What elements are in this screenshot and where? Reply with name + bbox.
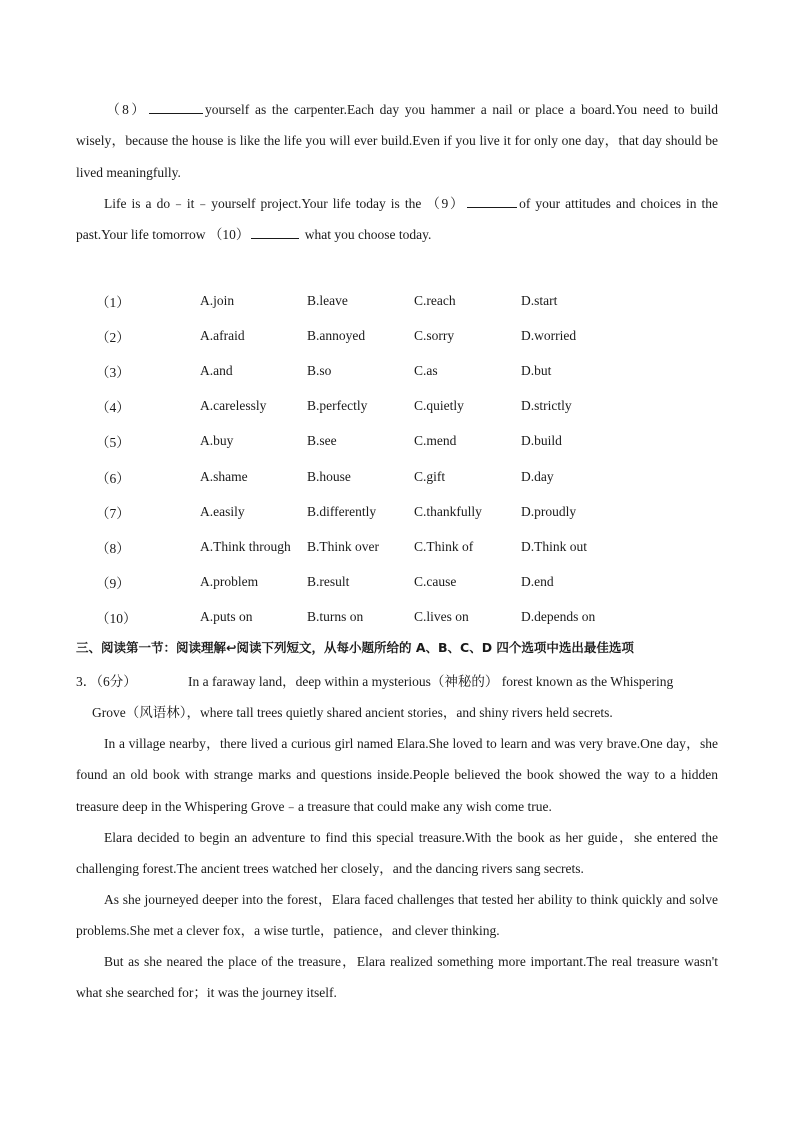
question-3-first-line: 3．（6分） In a faraway land，deep within a mysterious（神秘的） forest known as the Whispering xyxy=(76,666,718,697)
option-row xyxy=(96,318,736,353)
story-paragraph-1: In a village nearby，there lived a curious girl named Elara.She loved to learn and was very brave.One day，she found an old book with strange marks and questions inside.People believed the book showed the way to a hidden treasure deep in the Whispering Grove﹣a treasure that could make any wish come true. xyxy=(76,736,718,814)
option-b: B.perfectly xyxy=(307,398,368,414)
option-number: （7） xyxy=(96,505,130,521)
option-a: A.easily xyxy=(200,503,245,519)
option-a: A.Think through xyxy=(200,538,291,554)
answer-blank-10 xyxy=(251,224,299,239)
option-d: D.start xyxy=(521,292,558,308)
option-b: B.result xyxy=(307,574,350,590)
option-number: （6） xyxy=(96,470,130,486)
question-number: 3．（6分） xyxy=(76,674,137,689)
option-a: A.afraid xyxy=(200,327,245,343)
question-3-second-line: Grove（风语林），where tall trees quietly shared ancient stories，and shiny rivers held secrets. xyxy=(92,705,613,721)
option-d: D.depends on xyxy=(521,609,596,625)
option-number: （1） xyxy=(96,294,130,310)
story-paragraph-2: Elara decided to begin an adventure to find this special treasure.With the book as her guide，she entered the challenging forest.The ancient trees watched her closely，and the dancing rivers sang secrets. xyxy=(76,830,718,877)
option-d: D.Think out xyxy=(521,538,587,554)
option-c: C.lives on xyxy=(414,609,469,625)
option-row xyxy=(96,529,736,564)
option-b: B.turns on xyxy=(307,609,364,625)
option-c: C.mend xyxy=(414,433,457,449)
option-row xyxy=(96,600,736,635)
option-row xyxy=(96,353,736,388)
option-a: A.shame xyxy=(200,468,248,484)
option-row xyxy=(96,459,736,494)
option-row xyxy=(96,424,736,459)
option-d: D.proudly xyxy=(521,503,577,519)
option-number: （5） xyxy=(96,435,130,451)
option-a: A.carelessly xyxy=(200,398,267,414)
option-number: （8） xyxy=(96,540,130,556)
option-c: C.gift xyxy=(414,468,446,484)
option-number: （2） xyxy=(96,329,130,345)
option-c: C.cause xyxy=(414,574,457,590)
option-d: D.strictly xyxy=(521,398,572,414)
option-b: B.leave xyxy=(307,292,348,308)
option-a: A.puts on xyxy=(200,609,253,625)
option-b: B.see xyxy=(307,433,337,449)
option-c: C.sorry xyxy=(414,327,455,343)
option-d: D.end xyxy=(521,574,554,590)
option-b: B.annoyed xyxy=(307,327,366,343)
option-d: D.build xyxy=(521,433,562,449)
option-c: C.as xyxy=(414,362,438,378)
option-row xyxy=(96,283,736,318)
option-row xyxy=(96,565,736,600)
option-d: D.but xyxy=(521,362,552,378)
option-c: C.Think of xyxy=(414,538,474,554)
option-row xyxy=(96,389,736,424)
option-b: B.Think over xyxy=(307,538,379,554)
option-number: （4） xyxy=(96,400,130,416)
story-paragraph-3: As she journeyed deeper into the forest，Elara faced challenges that tested her ability to think quickly and solve problems.She met a clever fox，a wise turtle，patience，and clever thinking. xyxy=(76,892,718,939)
option-number: （9） xyxy=(96,576,130,592)
passage-paragraph-2: Life is a do﹣it﹣yourself project.Your life today is the （9） of your attitudes and choices in the past.Your life tomorrow （10） what you choose today. xyxy=(76,188,718,251)
option-a: A.buy xyxy=(200,433,234,449)
option-d: D.day xyxy=(521,468,554,484)
answer-blank-9 xyxy=(467,193,517,208)
option-a: A.join xyxy=(200,292,235,308)
option-c: C.thankfully xyxy=(414,503,482,519)
option-number: （10） xyxy=(96,611,137,627)
answer-blank-8 xyxy=(149,99,203,114)
option-c: C.quietly xyxy=(414,398,464,414)
option-b: B.house xyxy=(307,468,351,484)
option-b: B.so xyxy=(307,362,332,378)
option-number: （3） xyxy=(96,364,130,380)
blank-number-10: （10） xyxy=(208,227,250,243)
passage-paragraph-1: （8） yourself as the carpenter.Each day you hammer a nail or place a board.You need to build wisely，because the house is like the life you will ever build.Even if you live it for only one day，that day should be lived meaningfully. xyxy=(76,94,718,188)
option-d: D.worried xyxy=(521,327,577,343)
option-a: A.problem xyxy=(200,574,259,590)
option-b: B.differently xyxy=(307,503,377,519)
story-paragraph-4: But as she neared the place of the treasure，Elara realized something more important.The real treasure wasn't what she searched for；it was the journey itself. xyxy=(76,954,718,1001)
option-a: A.and xyxy=(200,362,233,378)
blank-number-9: （9） xyxy=(426,196,466,211)
section-heading: 三、阅读第一节：阅读理解↩阅读下列短文，从每小题所给的 A、B、C、D 四个选项中选出最佳选项 xyxy=(76,640,634,655)
option-c: C.reach xyxy=(414,292,456,308)
question-3 xyxy=(76,666,718,729)
option-row xyxy=(96,494,736,529)
blank-number-8: （8） xyxy=(104,102,148,117)
options-table xyxy=(96,283,736,635)
